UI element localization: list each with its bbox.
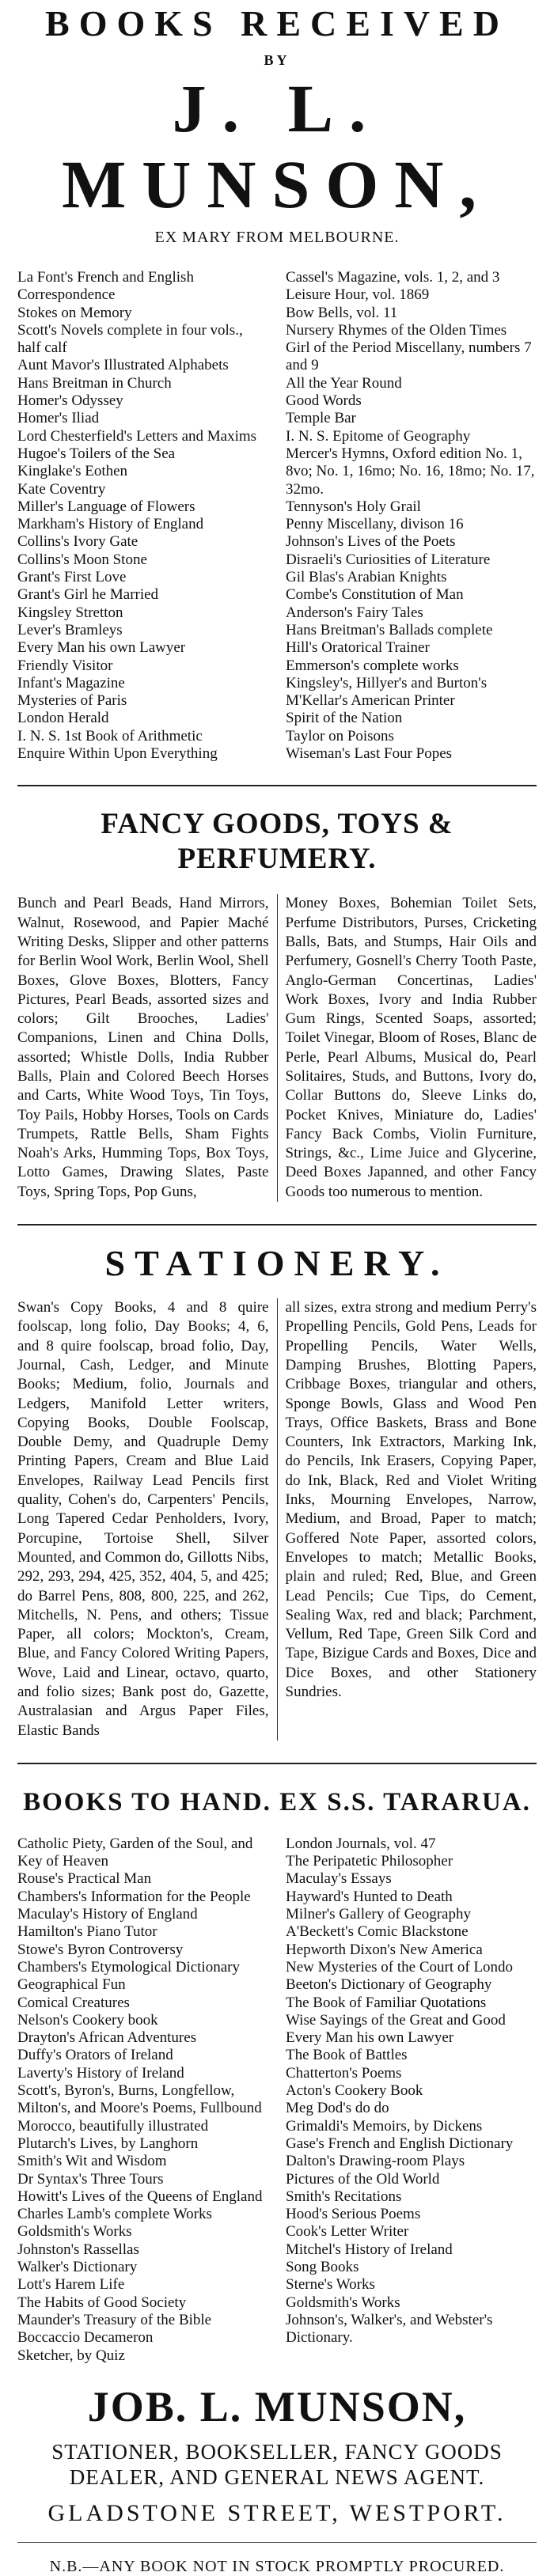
book-list-item: Lord Chesterfield's Letters and Maxims [17,427,257,445]
book-list-item: Drayton's African Adventures [17,2029,197,2047]
books-received-left-column [17,269,276,763]
fancy-goods-right-text: Money Boxes, Bohemian Toilet Sets, Perfume Distributors, Purses, Cricketing Balls, Bats, and Stumps, Hair Oils and Perfumery, Gosnell's Cherry Tooth Paste, Anglo-German Concertinas, Ladies' Work Boxes, Ivory and India Rubber Gum Rings, Scented Soaps, assorted; Toilet Vinegar, Bloom of Roses, Blanc de Perle, Pearl Albums, Musical do, Pearl Solitaires, Studs, and Buttons, Ivory do, Collar Buttons do, Sleeve Links do, Pocket Knives, Miniature do, Ladies' Fancy Back Combs, Violin Furniture, Strings, &c., Lime Juice and Glycerine, Deed Boxes Japanned, and other Fancy Goods too numerous to mention. [285,895,537,1200]
section-divider [17,1224,537,1225]
book-list-item: Aunt Mavor's Illustrated Alphabets [17,357,229,374]
tararua-right-column [276,1835,537,2365]
footer-divider [17,2542,537,2543]
section-divider [17,1763,537,1764]
book-list-item: Collins's Ivory Gate [17,533,138,551]
book-list-item: Scott's, Byron's, Burns, Longfellow, Milton's, and Moore's Poems, Fullbound Morocco, beautifully illustrated [17,2082,262,2135]
book-list-item: Beeton's Dictionary of Geography [286,1976,492,1994]
book-list-item: Bow Bells, vol. 11 [286,304,398,321]
book-list-item: Spirit of the Nation [286,710,403,727]
book-list-item: Hayward's Hunted to Death [286,1888,453,1905]
book-list-item: Markham's History of England [17,516,204,533]
books-received-list [17,269,537,763]
book-list-item: Chambers's Etymological Dictionary [17,1958,240,1976]
book-list-item: Infant's Magazine [17,674,125,691]
book-list-item: Laverty's History of Ireland [17,2064,184,2082]
book-list-item: Grimaldi's Memoirs, by Dickens [286,2117,483,2135]
book-list-item: Song Books [286,2259,359,2276]
book-list-item: All the Year Round [286,374,402,392]
book-list-item: Wise Sayings of the Great and Good [286,2011,506,2029]
book-list-item: Meg Dod's do do [286,2100,389,2117]
book-list-item: Good Words [286,392,362,410]
book-list-item: Comical Creatures [17,1994,130,2011]
book-list-item: Chambers's Information for the People [17,1888,251,1905]
book-list-item: Mysteries of Paris [17,692,127,710]
book-list-item: Lott's Harem Life [17,2276,125,2294]
book-list-item: Collins's Moon Stone [17,551,147,568]
book-list-item: Kingsley's, Hillyer's and Burton's [286,674,488,691]
book-list-item: Sterne's Works [286,2276,375,2294]
book-list-item: Homer's Iliad [17,410,100,427]
tararua-heading: BOOKS TO HAND. EX S.S. TARARUA. [23,1787,531,1816]
book-list-item: Every Man his own Lawyer [17,639,186,657]
book-list-item: The Book of Familiar Quotations [286,1994,487,2011]
book-list-item: Cook's Letter Writer [286,2223,409,2241]
stationery-heading: STATIONERY. [104,1243,450,1284]
book-list-item: Sketcher, by Quiz [17,2347,125,2364]
book-list-item: Hugoe's Toilers of the Sea [17,445,176,462]
book-list-item: Duffy's Orators of Ireland [17,2047,173,2064]
book-list-item: Nelson's Cookery book [17,2011,158,2029]
by-label: BY [264,52,290,68]
book-list-item: New Mysteries of the Court of Londo [286,1958,514,1976]
fancy-goods-heading: FANCY GOODS, TOYS & PERFUMERY. [101,808,453,876]
book-list-item: Rouse's Practical Man [17,1870,152,1888]
stationery-right-text: all sizes, extra strong and medium Perry's Propelling Pencils, Gold Pens, Leads for Propelling Pencils, Water Wells, Damping Brushes, Blotting Papers, Cribbage Boxes, triangular and others, Sponge Bowls, Glass and Wood Pen Trays, Office Baskets, Brass and Bone Counters, Ink Extractors, Marking Ink, do Pencils, Ink Erasers, Copying Paper, do Ink, Black, Red and Violet Writing Inks, Mourning Envelopes, Narrow, Medium, and Broad, Paper to match; Goffered Note Paper, assorted colors, Envelopes to match; Metallic Books, plain and ruled; Red, Blue, and Green Lead Pencils; Cue Tips, do Cement, Sealing Wax, red and black; Parchment, Vellum, Red Tape, Green Silk Cord and Tape, Bizigue Cards and Boxes, Dice and Dice Boxes, and other Stationery Sundries. [285,1299,537,1700]
book-list-item: Geographical Fun [17,1976,126,1994]
book-list-item: Catholic Piety, Garden of the Soul, and Key of Heaven [17,1835,253,1870]
fancy-goods-body [17,894,537,1202]
book-list-item: Maunder's Treasury of the Bible [17,2311,212,2328]
book-list-item: Walker's Dictionary [17,2259,138,2276]
book-list-item: Maculay's History of England [17,1906,198,1923]
book-list-item: Friendly Visitor [17,657,113,674]
book-list-item: Charles Lamb's complete Works [17,2206,212,2223]
tararua-books-list [17,1835,537,2365]
book-list-item: Leisure Hour, vol. 1869 [286,286,430,304]
section-divider [17,785,537,786]
books-received-heading: BOOKS RECEIVED [45,3,509,44]
book-list-item: Dr Syntax's Three Tours [17,2170,164,2188]
shipment-subheading: EX MARY FROM MELBOURNE. [154,229,400,246]
book-list-item: The Peripatetic Philosopher [286,1853,453,1870]
book-list-item: Girl of the Period Miscellany, numbers 7 and 9 [286,339,532,374]
book-list-item: Stokes on Memory [17,304,132,321]
book-list-item: Milner's Gallery of Geography [286,1906,471,1923]
book-list-item: Homer's Odyssey [17,392,123,410]
books-received-right-column [276,269,537,763]
book-list-item: Boccaccio Decameron [17,2329,154,2347]
book-list-item: I. N. S. 1st Book of Arithmetic [17,727,203,744]
book-list-item: I. N. S. Epitome of Geography [286,427,471,445]
book-list-item: Taylor on Poisons [286,727,394,744]
book-list-item: La Font's French and English Correspondence [17,269,194,304]
book-list-item: Goldsmith's Works [286,2294,400,2311]
book-list-item: Chatterton's Poems [286,2064,402,2082]
book-list-item: Emmerson's complete works [286,657,459,674]
book-list-item: Hill's Oratorical Trainer [286,639,430,657]
book-list-item: Enquire Within Upon Everything [17,745,218,763]
book-list-item: Gase's French and English Dictionary [286,2135,514,2152]
book-list-item: Mitchel's History of Ireland [286,2241,453,2258]
book-list-item: The Habits of Good Society [17,2294,187,2311]
book-list-item: Hood's Serious Poems [286,2206,421,2223]
book-list-item: Goldsmith's Works [17,2223,132,2241]
footer-address: GLADSTONE STREET, WESTPORT. [47,2499,507,2526]
book-list-item: Howitt's Lives of the Queens of England [17,2188,263,2205]
book-list-item: London Journals, vol. 47 [286,1835,436,1852]
book-list-item: Hans Breitman in Church [17,374,172,392]
book-list-item: Cassel's Magazine, vols. 1, 2, and 3 [286,269,500,286]
tararua-left-column [17,1835,276,2365]
footer-note: N.B.—ANY BOOK NOT IN STOCK PROMPTLY PROCURED. [49,2557,505,2575]
stationery-left-text: Swan's Copy Books, 4 and 8 quire foolscap, long folio, Day Books; 4, 6, and 8 quire foolscap, broad folio, Day, Journal, Cash, Ledger, and Minute Books; Medium, folio, Journals and Ledgers, Manifold Letter writers, Copying Books, Double Foolscap, Double Demy, and Quadruple Demy Printing Papers, Cream and Blue Laid Envelopes, Railway Lead Pencils first quality, Cohen's do, Carpenters' Pencils, Long Tapered Cedar Penholders, Ivory, Porcupine, Tortoise Shell, Silver Mounted, and Common do, Gillotts Nibs, 292, 293, 294, 425, 352, 404, 5, and 425; do Barrel Pens, 808, 800, 225, and 262, Mitchells, N. Pens, and others; Tissue Paper, all colors; Mockton's, Cream, Blue, and Fancy Colored Writing Papers, Wove, Laid and Linear, octavo, quarto, and folio sizes; Bank post do, Gazette, Australasian and Argus Paper Files, Elastic Bands [17,1298,278,1741]
book-list-item: Plutarch's Lives, by Langhorn [17,2135,199,2152]
footer-merchant-name: JOB. L. MUNSON, [87,2382,467,2430]
book-list-item: Miller's Language of Flowers [17,498,195,515]
book-list-item: Lever's Bramleys [17,621,123,638]
book-list-item: Combe's Constitution of Man [286,586,464,604]
book-list-item: Nursery Rhymes of the Olden Times [286,321,507,339]
book-list-item: M'Kellar's American Printer [286,692,455,710]
fancy-goods-left-text: Bunch and Pearl Beads, Hand Mirrors, Walnut, Rosewood, and Papier Maché Writing Desks, Slipper and other patterns for Berlin Wool Work, Berlin Wool, Shell Boxes, Glove Boxes, Blotters, Fancy Pictures, Pearl Beads, assorted sizes and colors; Gilt Brooches, Ladies' Companions, Linen and China Dolls, assorted; Whistle Dolls, India Rubber Balls, Plain and Colored Beech Horses and Carts, White Wood Toys, Tin Toys, Toy Pails, Hobby Horses, Tools on Cards Trumpets, Rattle Bells, Sham Fights Noah's Arks, Humming Tops, Box Toys, Lotto Games, Drawing Slates, Paste Toys, Spring Tops, Pop Guns, [17,894,278,1202]
book-list-item: Wiseman's Last Four Popes [286,745,453,763]
book-list-item: Grant's Girl he Married [17,586,159,604]
book-list-item: Johnston's Rassellas [17,2241,139,2258]
book-list-item: Temple Bar [286,410,356,427]
book-list-item: Disraeli's Curiosities of Literature [286,551,491,568]
book-list-item: London Herald [17,710,109,727]
book-list-item: Smith's Wit and Wisdom [17,2153,167,2170]
stationery-body [17,1298,537,1741]
merchant-name-heading: J. L. MUNSON, [62,70,492,222]
book-list-item: Gil Blas's Arabian Knights [286,569,447,586]
book-list-item: Every Man his own Lawyer [286,2029,454,2047]
book-list-item: Kate Coventry [17,480,106,498]
book-list-item: Tennyson's Holy Grail [286,498,421,515]
book-list-item: Acton's Cookery Book [286,2082,423,2100]
book-list-item: Mercer's Hymns, Oxford edition No. 1, 8vo; No. 1, 16mo; No. 16, 18mo; No. 17, 32mo. [286,445,535,498]
book-list-item: Hamilton's Piano Tutor [17,1923,157,1941]
book-list-item: Smith's Recitations [286,2188,402,2205]
book-list-item: Grant's First Love [17,569,127,586]
footer-trade-line: STATIONER, BOOKSELLER, FANCY GOODS DEALER, AND GENERAL NEWS AGENT. [51,2439,503,2489]
book-list-item: The Book of Battles [286,2047,408,2064]
book-list-item: Kingsley Stretton [17,604,123,621]
book-list-item: Scott's Novels complete in four vols., half calf [17,321,243,357]
book-list-item: Johnson's, Walker's, and Webster's Dictionary. [286,2311,493,2347]
book-list-item: Kinglake's Eothen [17,463,128,480]
book-list-item: Penny Miscellany, divison 16 [286,516,464,533]
book-list-item: Anderson's Fairy Tales [286,604,423,621]
book-list-item: A'Beckett's Comic Blackstone [286,1923,469,1941]
book-list-item: Pictures of the Old World [286,2170,440,2188]
book-list-item: Hans Breitman's Ballads complete [286,621,493,638]
book-list-item: Hepworth Dixon's New America [286,1941,483,1958]
book-list-item: Stowe's Byron Controversy [17,1941,184,1958]
book-list-item: Dalton's Drawing-room Plays [286,2153,465,2170]
book-list-item: Johnson's Lives of the Poets [286,533,456,551]
book-list-item: Maculay's Essays [286,1870,392,1888]
